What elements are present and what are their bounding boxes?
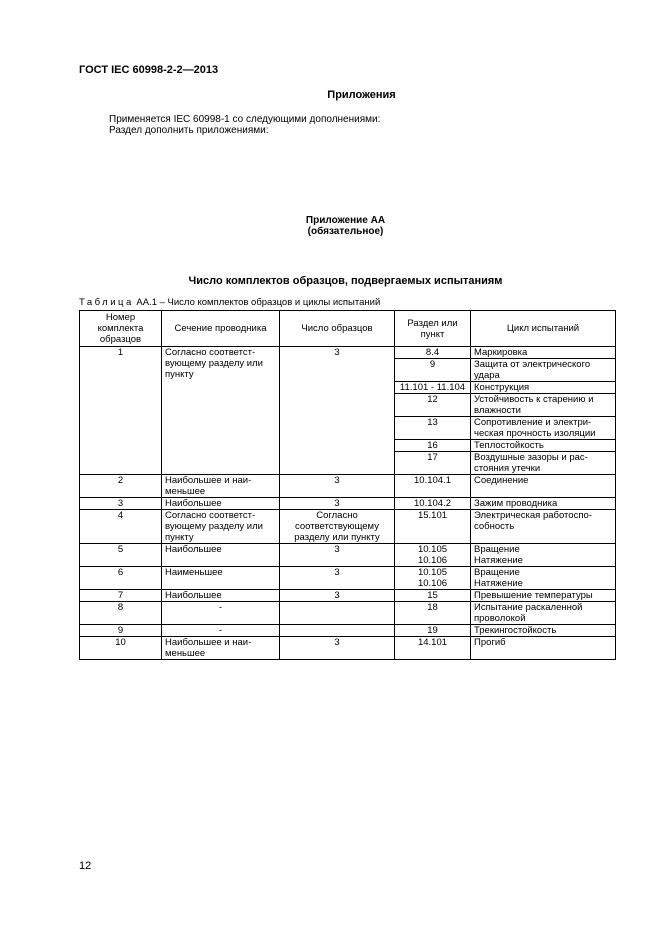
samples-count-cell: Согласно соответствующему разделу или пункту (280, 510, 395, 544)
clause-cell: 10.105 10.106 (395, 567, 471, 590)
column-header: Номер комплекта образцов (80, 311, 162, 347)
annex-heading (0, 215, 661, 237)
set-number-cell: 2 (80, 475, 162, 498)
table-header-row (80, 311, 616, 347)
table-row (80, 347, 616, 359)
conductor-section-cell: - (162, 625, 280, 637)
clause-cell: 10.104.1 (395, 475, 471, 498)
test-cycle-cell: Устойчивость к старению и влажности (471, 394, 616, 417)
set-number-cell: 5 (80, 544, 162, 567)
test-cycle-cell: Маркировка (471, 347, 616, 359)
clause-cell: 9 (395, 359, 471, 382)
samples-count-cell: 3 (280, 590, 395, 602)
clause-cell: 13 (395, 417, 471, 440)
set-number-cell: 6 (80, 567, 162, 590)
annex-title: Приложение АА (305, 215, 386, 226)
samples-count-cell: 3 (280, 567, 395, 590)
table-body (80, 347, 616, 660)
test-cycle-cell: Электрическая работоспо-собность (471, 510, 616, 544)
set-number-cell: 7 (80, 590, 162, 602)
set-number-cell: 4 (80, 510, 162, 544)
samples-count-cell: 3 (280, 637, 395, 660)
column-header: Сечение проводника (162, 311, 280, 347)
column-header: Число образцов (280, 311, 395, 347)
conductor-section-cell: Наибольшее (162, 498, 280, 510)
test-cycle-cell: Вращение Натяжение (471, 544, 616, 567)
caption-rest: АА.1 – Число комплектов образцов и циклы испытаний (133, 297, 381, 308)
clause-cell: 12 (395, 394, 471, 417)
clause-cell: 10.104.2 (395, 498, 471, 510)
samples-count-cell: 3 (280, 544, 395, 567)
samples-table (79, 310, 616, 660)
table-row (80, 625, 616, 637)
test-cycle-cell: Воздушные зазоры и рас-стояния утечки (471, 452, 616, 475)
clause-cell: 15.101 (395, 510, 471, 544)
table-row (80, 590, 616, 602)
samples-count-cell (280, 625, 395, 637)
test-cycle-cell: Зажим проводника (471, 498, 616, 510)
clause-cell: 11.101 - 11.104 (395, 382, 471, 394)
conductor-section-cell: Наибольшее (162, 544, 280, 567)
samples-count-cell: 3 (280, 347, 395, 475)
table-row (80, 475, 616, 498)
table-row (80, 637, 616, 660)
table-row (80, 498, 616, 510)
conductor-section-cell: Наибольшее и наи-меньшее (162, 637, 280, 660)
test-cycle-cell: Прогиб (471, 637, 616, 660)
table-row (80, 602, 616, 625)
samples-count-cell (280, 602, 395, 625)
conductor-section-cell: Согласно соответст-вующему разделу или пункту (162, 347, 280, 475)
conductor-section-cell: Согласно соответст-вующему разделу или пункту (162, 510, 280, 544)
clause-cell: 10.105 10.106 (395, 544, 471, 567)
test-cycle-cell: Трекингостойкость (471, 625, 616, 637)
set-number-cell: 9 (80, 625, 162, 637)
page-number: 12 (79, 860, 92, 872)
clause-cell: 8.4 (395, 347, 471, 359)
column-header: Цикл испытаний (471, 311, 616, 347)
section-title: Приложения (327, 89, 396, 101)
clause-cell: 17 (395, 452, 471, 475)
intro-text (109, 114, 380, 136)
test-cycle-cell: Вращение Натяжение (471, 567, 616, 590)
column-header: Раздел или пункт (395, 311, 471, 347)
clause-cell: 14.101 (395, 637, 471, 660)
set-number-cell: 1 (80, 347, 162, 475)
document-header: ГОСТ IEC 60998-2-2—2013 (79, 64, 219, 76)
set-number-cell: 10 (80, 637, 162, 660)
clause-cell: 18 (395, 602, 471, 625)
conductor-section-cell: - (162, 602, 280, 625)
clause-cell: 19 (395, 625, 471, 637)
clause-cell: 15 (395, 590, 471, 602)
table-caption (79, 297, 380, 308)
samples-count-cell: 3 (280, 498, 395, 510)
intro-line: Применяется IEC 60998-1 со следующими дополнениями: (109, 114, 381, 125)
conductor-section-cell: Наименьшее (162, 567, 280, 590)
table-row (80, 510, 616, 544)
set-number-cell: 8 (80, 602, 162, 625)
table-row (80, 567, 616, 590)
conductor-section-cell: Наибольшее и наи-меньшее (162, 475, 280, 498)
test-cycle-cell: Защита от электрического удара (471, 359, 616, 382)
set-number-cell: 3 (80, 498, 162, 510)
test-cycle-cell: Превышение температуры (471, 590, 616, 602)
samples-count-cell: 3 (280, 475, 395, 498)
test-cycle-cell: Испытание раскаленной проволокой (471, 602, 616, 625)
test-cycle-cell: Сопротивление и электри-ческая прочность изоляции (471, 417, 616, 440)
test-cycle-cell: Соединение (471, 475, 616, 498)
test-cycle-cell: Конструкция (471, 382, 616, 394)
annex-status: (обязательное) (307, 226, 384, 237)
clause-cell: 16 (395, 440, 471, 452)
table-heading: Число комплектов образцов, подвергаемых испытаниям (188, 275, 503, 287)
conductor-section-cell: Наибольшее (162, 590, 280, 602)
intro-line: Раздел дополнить приложениями: (109, 125, 269, 136)
caption-word: Таблица (79, 297, 134, 308)
table-row (80, 544, 616, 567)
test-cycle-cell: Теплостойкость (471, 440, 616, 452)
